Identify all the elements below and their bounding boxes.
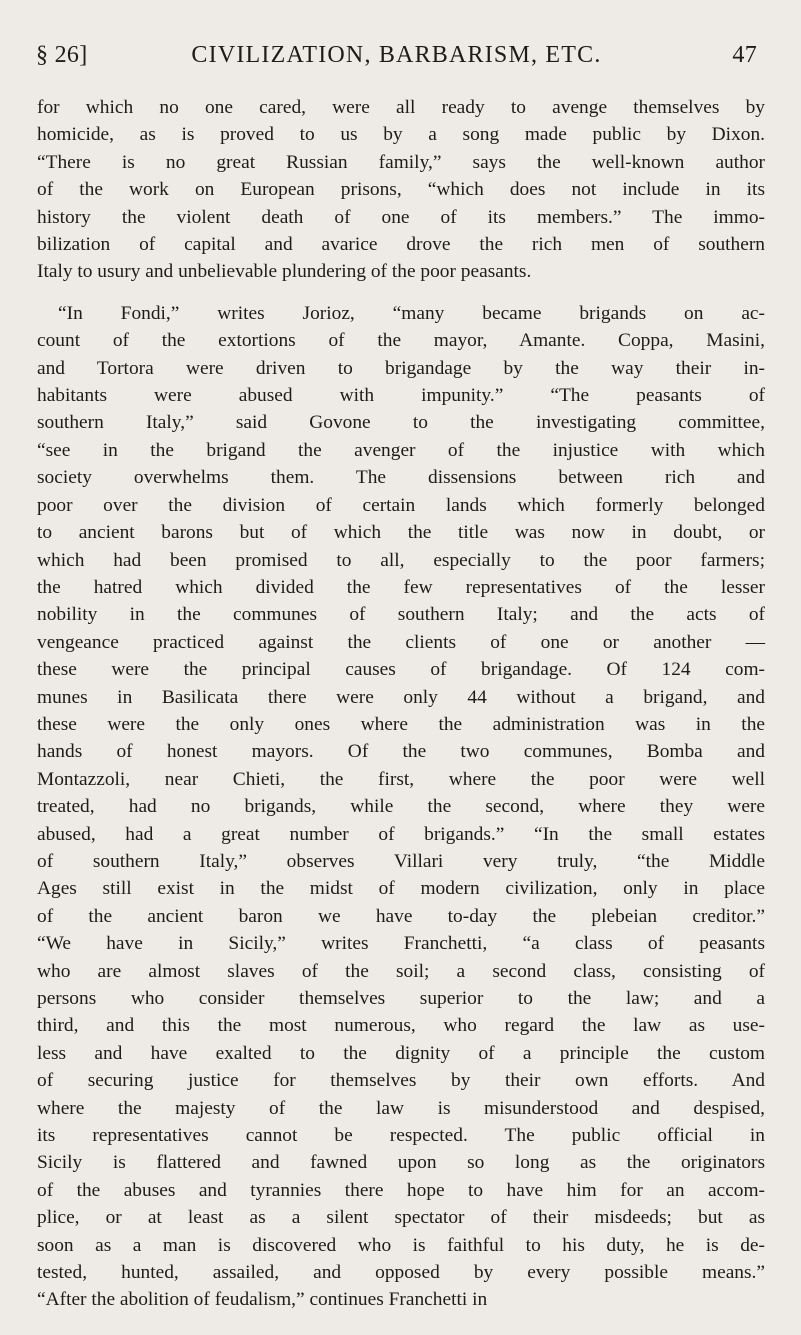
text-line: to ancient barons but of which the title was now in doubt, or: [37, 522, 765, 544]
text-line: third, and this the most numerous, who regard the law as use-: [37, 1015, 765, 1037]
text-line: soon as a man is discovered who is faithful to his duty, he is de-: [37, 1234, 765, 1256]
text-line: plice, or at least as a silent spectator of their misdeeds; but as: [37, 1207, 765, 1229]
text-line: of the ancient baron we have to-day the plebeian creditor.”: [37, 905, 765, 927]
text-line: of securing justice for themselves by their own efforts. And: [37, 1070, 765, 1092]
text-line: habitants were abused with impunity.” “The peasants of: [37, 385, 765, 407]
text-line: “see in the brigand the avenger of the injustice with which: [37, 439, 765, 461]
text-line: these were the only ones where the administration was in the: [37, 713, 765, 735]
text-line: persons who consider themselves superior to the law; and a: [37, 988, 765, 1009]
running-header: [36, 42, 757, 76]
text-line: poor over the division of certain lands which formerly belonged: [37, 494, 765, 516]
text-line: munes in Basilicata there were only 44 without a brigand, and: [37, 686, 765, 708]
text-line: homicide, as is proved to us by a song made public by Dixon.: [37, 124, 765, 146]
text-line: Sicily is flattered and fawned upon so long as the originators: [37, 1152, 765, 1174]
text-line: of the work on European prisons, “which does not include in its: [37, 179, 765, 201]
running-title: CIVILIZATION, BARBARISM, ETC.: [191, 42, 602, 68]
text-line: the hatred which divided the few representatives of the lesser: [37, 576, 765, 598]
text-line: southern Italy,” said Govone to the investigating committee,: [37, 412, 765, 434]
text-line: Montazzoli, near Chieti, the first, where the poor were well: [37, 768, 765, 790]
text-line: and Tortora were driven to brigandage by the way their in-: [37, 357, 765, 379]
text-line: “There is no great Russian family,” says the well-known author: [37, 151, 765, 173]
text-line: “After the abolition of feudalism,” continues Franchetti in: [37, 1289, 488, 1311]
text-line: tested, hunted, assailed, and opposed by every possible means.”: [37, 1262, 765, 1284]
paragraph: [37, 94, 765, 286]
text-line: which had been promised to all, especially to the poor farmers;: [37, 549, 765, 571]
text-line: vengeance practiced against the clients of one or another —: [37, 631, 765, 653]
text-line: where the majesty of the law is misunderstood and despised,: [37, 1097, 765, 1119]
text-line: count of the extortions of the mayor, Amante. Coppa, Masini,: [37, 330, 765, 352]
text-line: of southern Italy,” observes Villari very truly, “the Middle: [37, 850, 765, 872]
text-line: “We have in Sicily,” writes Franchetti, “a class of peasants: [37, 933, 765, 955]
text-line: abused, had a great number of brigands.” “In the small estates: [37, 823, 765, 845]
text-line: these were the principal causes of brigandage. Of 124 com-: [37, 659, 765, 681]
text-line: Ages still exist in the midst of modern civilization, only in place: [37, 878, 765, 900]
text-line: of the abuses and tyrannies there hope to have him for an accom-: [37, 1179, 765, 1201]
text-line: society overwhelms them. The dissensions between rich and: [37, 467, 765, 489]
text-line: bilization of capital and avarice drove the rich men of southern: [37, 234, 765, 256]
paragraph: [37, 300, 765, 1314]
text-line: “In Fondi,” writes Jorioz, “many became brigands on ac-: [58, 302, 765, 324]
text-line: Italy to usury and unbelievable plundering of the poor peasants.: [37, 261, 532, 283]
text-line: hands of honest mayors. Of the two communes, Bomba and: [37, 741, 765, 763]
text-line: for which no one cared, were all ready to avenge themselves by: [37, 97, 765, 118]
text-line: history the violent death of one of its members.” The immo-: [37, 206, 765, 228]
text-line: its representatives cannot be respected. The public official in: [37, 1125, 765, 1147]
text-line: who are almost slaves of the soil; a second class, consisting of: [37, 960, 765, 982]
text-line: less and have exalted to the dignity of a principle the custom: [37, 1042, 765, 1064]
body-text: [37, 94, 765, 1314]
text-line: nobility in the communes of southern Italy; and the acts of: [37, 604, 765, 626]
section-number: § 26]: [36, 42, 88, 68]
page-number: 47: [732, 42, 757, 68]
text-line: treated, had no brigands, while the second, where they were: [37, 796, 765, 818]
